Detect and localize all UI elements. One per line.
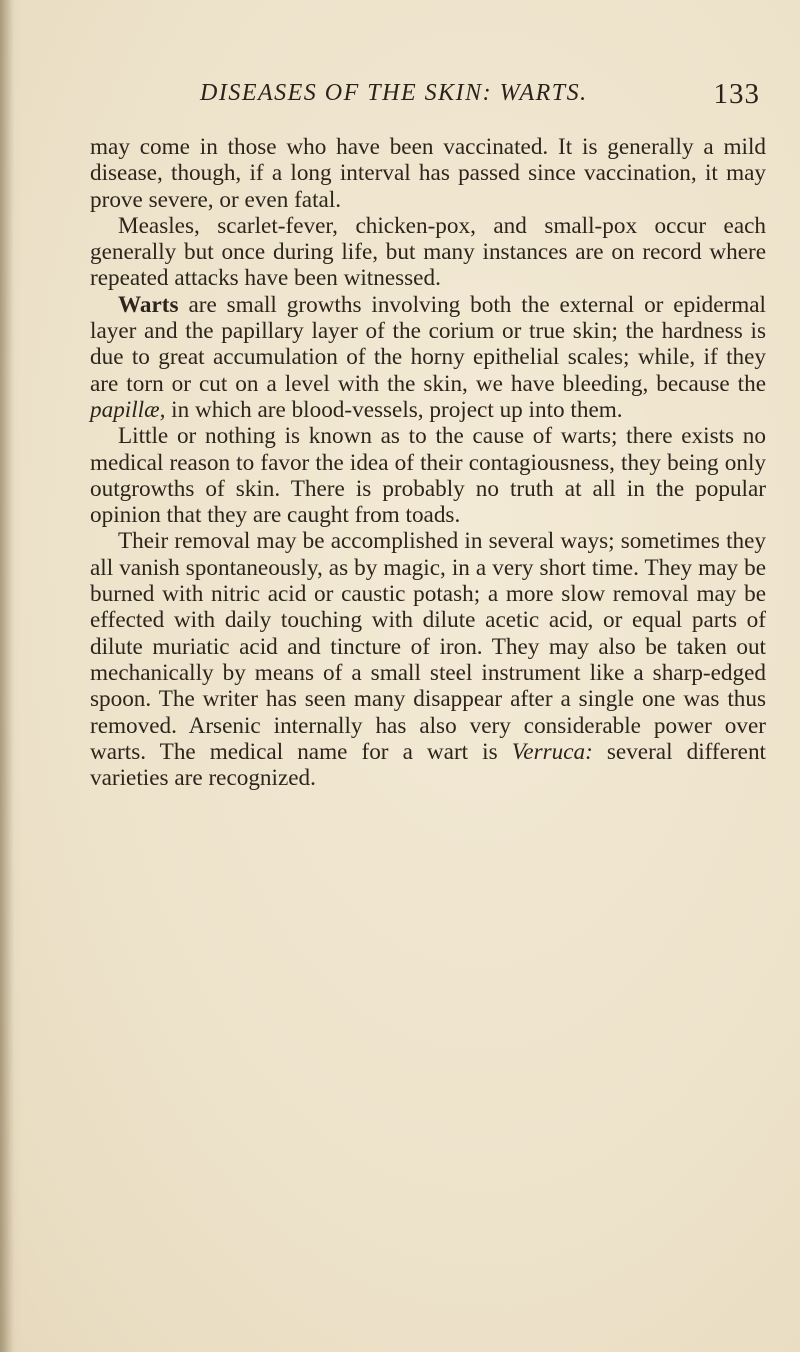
paragraph-text: several different varieties are recognized. xyxy=(90,738,766,792)
page-number: 133 xyxy=(713,78,760,110)
paragraph-text: Their removal may be accomplished in several ways; sometimes they all vanish spontaneously, as by magic, in a very short time. They may be burned with nitric acid or caustic potash; a more slow removal may be effected with daily touching with dilute acetic acid, or equal parts of dilute muriatic acid and tincture of iron. They may also be taken out mechanically by means of a small steel instrument like a sharp-edged spoon. The writer has seen many disappear after a single one was thus removed. Arsenic internally has also very considerable power over warts. The medical name for a wart is xyxy=(90,528,766,765)
paragraph-cause xyxy=(90,423,766,528)
paragraph-removal xyxy=(90,528,766,791)
body-text xyxy=(90,134,766,791)
paragraph-measles xyxy=(90,213,766,292)
paragraph-text: in which are blood-vessels, project up into them. xyxy=(165,396,623,423)
paragraph-vaccination xyxy=(90,134,766,213)
paragraph-lead-term: Warts xyxy=(118,291,179,318)
binding-gutter xyxy=(0,0,14,1352)
paragraph-text: Little or nothing is known as to the cause of warts; there exists no medical reason to favor the idea of their contagiousness, they being only outgrowths of skin. There is probably no truth at all in the popular opinion that they are caught from toads. xyxy=(90,423,766,529)
paragraph-text: may come in those who have been vaccinated. It is generally a mild disease, though, if a long interval has passed since vaccination, it may prove severe, or even fatal. xyxy=(90,134,766,213)
running-head xyxy=(200,80,760,114)
running-title: DISEASES OF THE SKIN: WARTS. xyxy=(200,80,588,106)
italic-term: Verruca: xyxy=(511,738,593,765)
paragraph-text: Measles, scarlet-fever, chicken-pox, and small-pox occur each generally but once during life, but many instances are on record where repeated attacks have been witnessed. xyxy=(90,212,766,292)
paragraph-warts xyxy=(90,292,766,423)
italic-term: papillæ, xyxy=(90,396,166,423)
paragraph-text: are small growths involving both the external or epidermal layer and the papillary layer of the corium or true skin; the hardness is due to great accumulation of the horny epithelial scales; while, if they are torn or cut on a level with the skin, we have bleeding, because the xyxy=(90,291,766,397)
